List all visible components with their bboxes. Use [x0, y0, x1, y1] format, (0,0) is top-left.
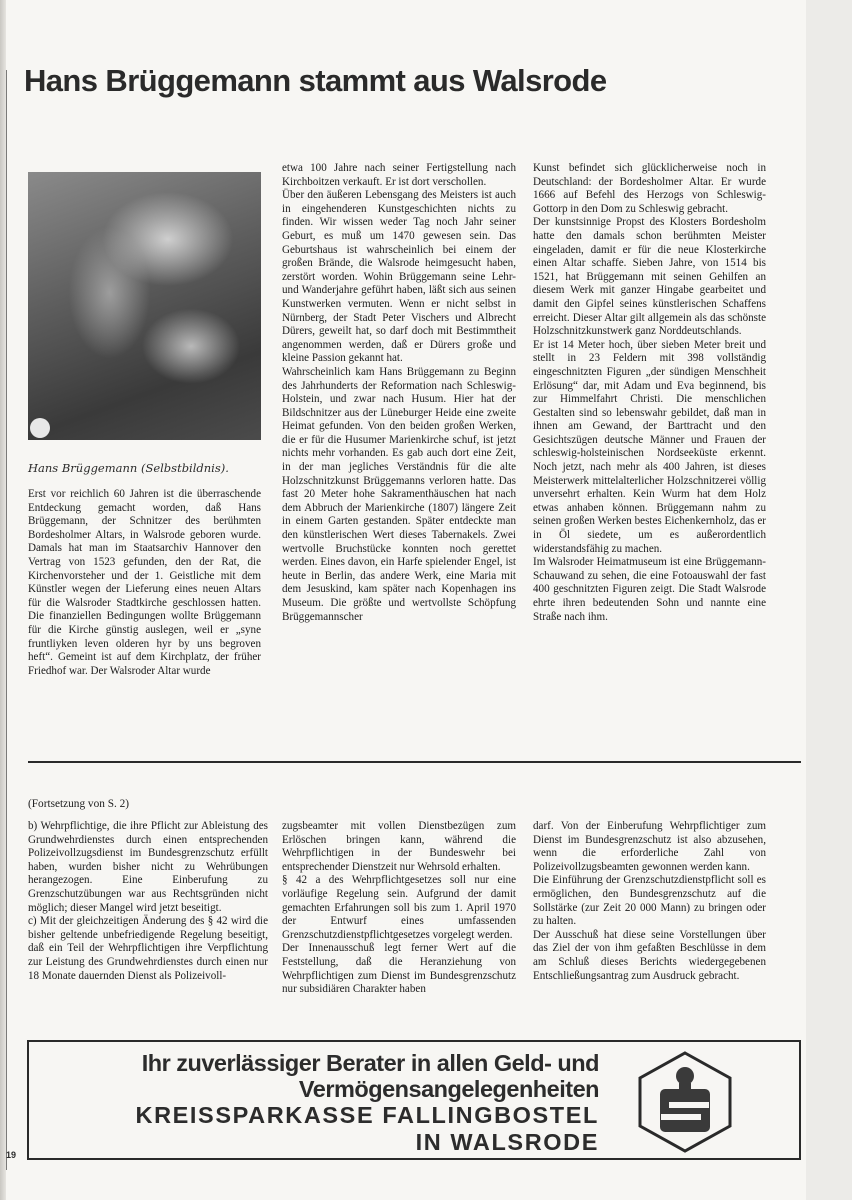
ad-tagline: Ihr zuverlässiger Berater in allen Geld- und [141, 1050, 599, 1076]
margin-rule [6, 70, 7, 1170]
paragraph: Im Walsroder Heimatmuseum ist eine Brüggemann-Schauwand zu sehen, die eine Fotoauswahl der fast 400 geschnitzten Figuren zeigt. Die Stadt Walsrode ehrte ihren bedeutenden Sohn und nannte eine Straße nach ihm. [533, 556, 766, 623]
scan-margin [806, 0, 852, 1200]
paragraph: Er ist 14 Meter hoch, über sieben Meter breit und stellt in 23 Feldern mit 398 vollständig eingeschnitzten Figuren „der sündigen Menschheit Erlösung“ dar, mit Adam und Eva beginnend, bis zur Himmelfahrt Christi. Die menschlichen Gestalten sind so lebenswahr gebildet, daß man in ihnen am Gewand, der Barttracht und den Gesichtszügen deutsche Männer und Frauen der schleswig-holsteinischen Nordseeküste erkennt. Noch jetzt, nach mehr als 400 Jahren, ist dieses Meisterwerk mittelalterlicher Holzschnitzerei völlig unversehrt erhalten. Kein Wurm hat dem Holz etwas anhaben können. Brüggemann nahm zu seinen großen Werken bestes Eichenkernholz, das er in Öl siedete, um es außerordentlich widerstandsfähig zu machen. [533, 338, 766, 555]
photo-scan-artifact [30, 418, 50, 438]
advertisement-box [27, 1040, 801, 1160]
paragraph: § 42 a des Wehrpflichtgesetzes soll nur eine vorläufige Regelung sein. Aufgrund der damit gemachten Erfahrungen soll bis zum 1. April 1970 der Entwurf eines umfassenden Grenzschutzdienstpflichtgesetzes vorgelegt werden. [282, 874, 516, 941]
paragraph: etwa 100 Jahre nach seiner Fertigstellung nach Kirchboitzen verkauft. Er ist dort verschollen. [282, 162, 516, 188]
paragraph: Über den äußeren Lebensgang des Meisters ist auch in eingehenderen Kunstgeschichten nichts zu finden. Wir wissen weder Tag noch Jahr seiner Geburt, es muß um 1470 gewesen sein. Das Geburtshaus ist wahrscheinlich bei einem der großen Brände, die Walsrode heimgesucht haben, zerstört worden. Wohin Brüggemann seine Lehr- und Wanderjahre geführt haben, läßt sich aus seinen Kunstwerken vermuten. Wenn er nicht selbst in Nürnberg, der Stadt Peter Vischers und Albrecht Dürers, geweilt hat, so darf doch mit Bestimmtheit angenommen werden, daß er Dürers große und kleine Passion gekannt hat. [282, 189, 516, 365]
paragraph: darf. Von der Einberufung Wehrpflichtiger zum Dienst im Bundesgrenzschutz ist also abzusehen, wenn die erforderliche Zahl von Polizeivollzugsbeamten gewonnen werden kann. [533, 820, 766, 873]
paragraph: c) Mit der gleichzeitigen Änderung des § 42 wird die bisher geltende unbefriedigende Regelung beseitigt, daß ein Teil der Wehrpflichtigen ihre Verpflichtung zur Leistung des Grundwehrdienstes durch einen nur 18 Monate dauernden Dienst als Polizeivoll- [28, 915, 268, 982]
article-column-2 [282, 162, 516, 624]
paragraph: Kunst befindet sich glücklicherweise noch in Deutschland: der Bordesholmer Altar. Er wurde 1666 auf Befehl des Herzogs von Schleswig-Gottorp in den Dom zu Schleswig gebracht. [533, 162, 766, 215]
paragraph: Der Ausschuß hat diese seine Vorstellungen über das Ziel der von ihm gefaßten Beschlüsse in dem am Schluß dieses Berichts wiedergegebenen Entschließungsantrag zum Ausdruck gebracht. [533, 928, 766, 982]
paragraph: Die Einführung der Grenzschutzdienstpflicht soll es ermöglichen, den Bundesgrenzschutz auf die Sollstärke (zur Zeit 20 000 Mann) zu bringen oder zu halten. [533, 874, 766, 928]
sparkasse-logo-icon [634, 1050, 736, 1154]
paragraph: Wahrscheinlich kam Hans Brüggemann zu Beginn des Jahrhunderts der Reformation nach Schleswig-Holstein, und zwar nach Husum. Hier hat der Bildschnitzer aus der Lüneburger Heide eine zweite Heimat gefunden. Von den beiden großen Werken, die er für die Husumer Marienkirche schuf, ist jetzt nichts mehr vorhanden. Es gab auch dort eine Zeit, in der man jegliches Verständnis für die alte Holzschnitzkunst Brüggemanns verloren hatte. Das fast 20 Meter hohe Sakramenthäuschen hat nach dem Abbruch der Marienkirche (1807) längere Zeit in einem Garten gestanden. Später entdeckte man den künstlerischen Wert dieses Tabernakels. Zwei wertvolle Bruchstücke konnten noch gerettet werden. Eines davon, ein Harfe spielender Engel, ist heute in Berlin, das andere Werk, eine Maria mit dem Jesuskind, kam später nach Kopenhagen ins Museum. Die größte und wertvollste Schöpfung Brüggemannscher [282, 365, 516, 623]
paragraph: b) Wehrpflichtige, die ihre Pflicht zur Ableistung des Grundwehrdienstes durch einen entsprechenden Polizeivollzugsdienst im Bundesgrenzschutz erfüllt haben, wurden bisher nicht zu Wehrübungen herangezogen. Eine Einberufung zu Grenzschutzübungen war aus Rechtsgründen nicht möglich; dieser Mangel wird jetzt beseitigt. [28, 820, 268, 914]
ad-bank-name: KREISSPARKASSE FALLINGBOSTEL [135, 1102, 599, 1128]
ad-tagline-2: Vermögensangelegenheiten [298, 1076, 599, 1102]
photo-caption: Hans Brüggemann (Selbstbildnis). [28, 461, 229, 475]
continuation-label: (Fortsetzung von S. 2) [28, 798, 130, 810]
page-number: 19 [6, 1150, 17, 1160]
article-column-1 [28, 488, 261, 678]
paragraph: zugsbeamter mit vollen Dienstbezügen zum Erlöschen bringen kann, während die Wehrpflichtigen in der Bundeswehr bei entsprechender Dienstzeit nur Wehrsold erhalten. [282, 820, 516, 873]
ad-text [136, 1050, 600, 1156]
paragraph: Der kunstsinnige Propst des Klosters Bordesholm hatte den damals schon berühmten Meister eingeladen, damit er für die neue Klosterkirche einen Altar schaffe. Sieben Jahre, von 1514 bis 1521, hat Brüggemann mit seinen Gehilfen an diesem Werk mit ganzer Hingabe gearbeitet und damit den Gipfel seines künstlerischen Schaffens erreicht. Dieser Altar gilt allgemein als das schönste Holzschnitzkunstwerk ganz Norddeutschlands. [533, 216, 766, 338]
ad-bank-location: IN WALSRODE [415, 1129, 599, 1155]
continuation-column-3 [533, 820, 766, 983]
section-divider [28, 761, 801, 763]
article-headline: Hans Brüggemann stammt aus Walsrode [24, 63, 607, 98]
continuation-column-1 [28, 820, 268, 983]
paragraph: Der Innenausschuß legt ferner Wert auf die Feststellung, daß die Heranziehung von Wehrpflichtigen zum Dienst im Bundesgrenzschutz nur subsidiären Charakter haben [282, 942, 516, 996]
portrait-photo [28, 172, 261, 440]
paragraph: Erst vor reichlich 60 Jahren ist die überraschende Entdeckung gemacht worden, daß Hans Brüggemann, der Schnitzer des berühmten Bordesholmer Altars, in Walsrode geboren wurde. Damals hat man im Staatsarchiv Hannover den Vertrag von 1523 gefunden, den der Rat, die Kirchenvorsteher und der 1. Geistliche mit dem Künstler wegen der Lieferung eines neuen Altars für die Walsroder Stadtkirche geschlossen hatten. Die finanziellen Bedingungen wollte Brüggemann für die Kirche günstig auslegen, weil er „syne fruntliyken leven olderen hyr by uns begroven heft“. Gemeint ist auf dem Kirchplatz, der früher Friedhof war. Der Walsroder Altar wurde [28, 488, 261, 677]
continuation-column-2 [282, 820, 516, 997]
article-column-3 [533, 162, 766, 624]
